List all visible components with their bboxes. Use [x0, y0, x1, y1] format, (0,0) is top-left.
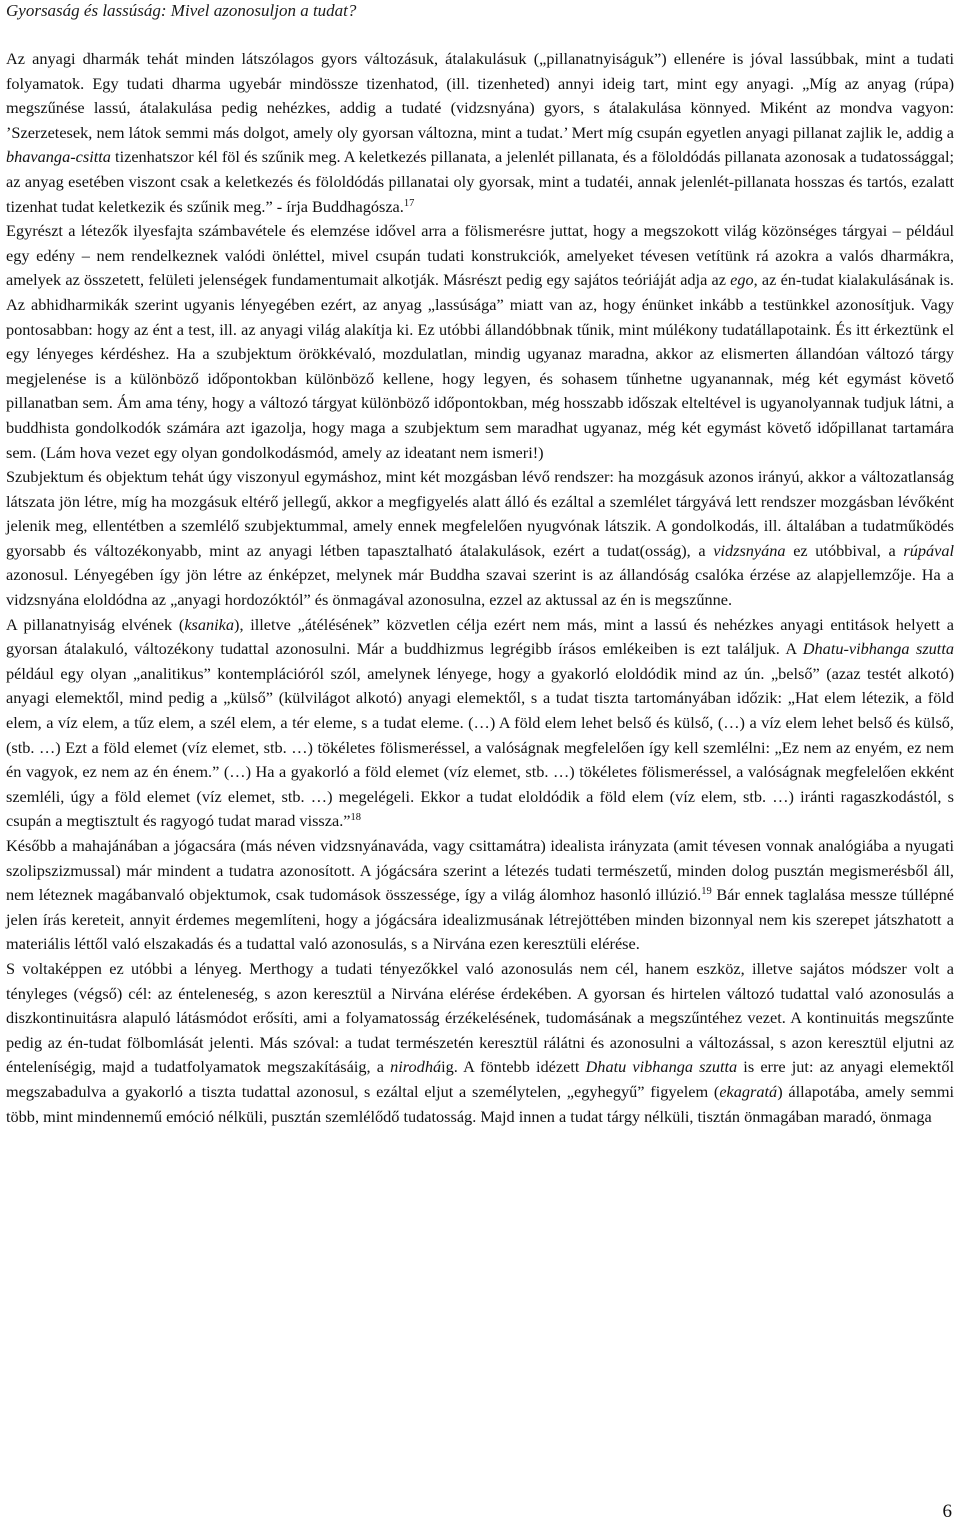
- text-segment: ig. A föntebb idézett: [441, 1057, 586, 1077]
- italic-term: vidzsnyána: [713, 540, 786, 560]
- text-segment: ) állapotába, amely semmi több, mint mindennemű emóció nélküli, pusztán szemlélődő tudatosság. Majd innen a tudat tárgy nélküli, tisztán önmagában maradó, önmaga: [6, 1081, 955, 1126]
- text-segment: Az anyagi dharmák tehát minden látszólagos gyors változásuk, átalakulásuk („pillanatnyiságuk”) ellenére is jóval lassúbbak, mint a tudati folyamatok. Egy tudati dharma ugyebár mindössze tizenhatod, (ill. tizenheted) annyi ideig tart, mint egy anyagi. „Míg az anyag (rúpa) megszűnése lassú, átalakulása pedig nehézkes, addig a tudaté (vidzsnyána) gyors, s átalakulása könnyed. Miként az mondva vagyon: ’Szerzetesek, nem látok semmi más dolgot, amely oly gyorsan változna, mint a tudat.’ Mert míg csupán egyetlen anyagi pillanat zajlik le, addig a: [6, 49, 954, 142]
- footnote-ref-18: 18: [350, 812, 362, 824]
- text-segment: például egy olyan „analitikus” kontemplációról szól, amelynek lényege, hogy a gyakorló eloldódik mind az ún. „belső” (azaz testét alkotó) anyagi elemektől, mind pedig a „külső” (külvilágot alkotó) anyagi elemektől, s a tudat tiszta tartományában időzik: „Hat elem létezik, a föld elem, a víz elem, a tűz elem, a szél elem, a tér eleme, s a tudat eleme. (…) A föld elem lehet belső és külső, (…) a víz elem lehet belső és külső, (stb. …) Ezt a föld elemet (víz elemet, stb. …) tökéletes fölismeréssel, a valóságnak megfelelően így kell szemlélni: „Ez nem az enyém, ez nem én vagyok, ez nem az én énem.” (…) Ha a gyakorló a föld elemet (víz elemet, stb. …) tökéletes fölismeréssel, a valóságnak megfelelően ekként szemléli, úgy a föld elemet (víz elemet, stb. …) megelégeli. Ekkor a tudat eloldódik a föld elem (víz elem, stb. …) iránti ragaszkodástól, s csupán a megtisztult és ragyogó tudat marad vissza.”: [6, 663, 954, 831]
- footnote-ref-19: 19: [701, 886, 712, 898]
- text-segment: ), illetve „átélésének” közvetlen célja ezért nem más, mint a lassú és nehézkes anyagi entitások helyett a gyorsan átalakuló, változékony tudattal azonosulni. Már a buddhizmus legrégibb írásos emlékeiben is ezt találjuk. A: [6, 614, 954, 659]
- text-segment: tizenhatszor kél föl és szűnik meg. A keletkezés pillanata, a jelenlét pillanata, és a föloldódás pillanata azonosak a tudatossággal; az anyag esetében viszont csak a keletkezés és föloldódás pillanatai oly gyorsak, mint a tudatéi, annak jelenlét-pillanata hosszas és tartós, ezalatt tizenhat tudat keletkezik és szűnik meg.” - írja Buddhagósza.: [6, 147, 954, 216]
- text-segment: Egyrészt a létezők ilyesfajta számbavétele és elemzése idővel arra a fölismerésre juttat, hogy a megszokott világ közönséges tárgyai – például egy edény – nem rendelkeznek valódi önléttel, mivel csupán tudati konstrukciók, amelyeket tévesen vetítünk rá azokra a valós dharmákra, amelyek az összetett, felületi jelenségek fundamentumait alkotják. Másrészt pedig egy sajátos teóriáját adja az: [6, 221, 954, 290]
- italic-term: Dhatu-vibhanga szutta: [802, 639, 954, 659]
- document-page: [6, 0, 954, 1129]
- italic-term: nirodhá: [390, 1057, 442, 1077]
- text-segment: Szubjektum és objektum tehát úgy viszonyul egymáshoz, mint két mozgásban lévő rendszer: ha mozgásuk azonos irányú, akkor a változatlanság látszata jön létre, míg ha mozgásuk eltérő jellegű, akkor a megfigyelés alatt álló és ezáltal a szemlélet tárgyává lett rendszer mozgásban lévőként jelenik meg, ellentétben a szemlélő szubjektummal, amely ennek megfelelően nyugvónak látszik. A gondolkodás, ill. általában a tudatműködés gyorsabb és változékonyabb, mint az anyagi létben tapasztalható átalakulások, ezért a tudat(osság), a: [6, 467, 954, 560]
- text-segment: Bár ennek taglalása messze túllépné jelen írás kereteit, annyit érdemes megemlíteni, hogy a jógácsára idealizmusának létrejöttében minden bizonnyal nem kis szerepet játszhatott a materiális léttől való elszakadás és a tudattal való azonosulás, s a Nirvána ezen keresztüli elérése.: [6, 885, 954, 954]
- paragraph-3: [6, 465, 954, 613]
- italic-term: bhavanga-csitta: [6, 147, 111, 167]
- paragraph-1: [6, 47, 954, 219]
- text-segment: is erre jut: az anyagi elemektől megszabadulva a gyakorló a tiszta tudattal azonosul, s ezáltal eljut a személytelen, „egyhegyű” figyelem (: [6, 1057, 954, 1101]
- text-segment: Később a mahajánában a jógacsára (más néven vidzsnyánaváda, vagy csittamátra) idealista irányzata (amit tévesen vonnak analógiába a nyugati szolipszizmussal) már mindent a tudatra azonosított. A jógácsára szerint a létezés tudati természetű, minden dolog pusztán megismerésből áll, nem léteznek magábanvaló objektumok, csak tudomások összessége, így a világ álomhoz hasonló illúzió.: [6, 836, 954, 905]
- section-title: Gyorsaság és lassúság: Mivel azonosuljon a tudat?: [6, 1, 357, 20]
- text-segment: ez utóbbival, a: [785, 540, 904, 560]
- italic-term: ksanika: [184, 614, 235, 634]
- paragraph-4: [6, 613, 954, 834]
- text-segment: A pillanatnyiság elvének (: [6, 614, 185, 634]
- italic-term: ego: [730, 270, 754, 290]
- italic-term: rúpával: [903, 540, 955, 560]
- text-segment: S voltaképpen ez utóbbi a lényeg. Merthogy a tudati tényezőkkel való azonosulás nem cél, hanem eszköz, illetve sajátos módszer volt a tényleges (végső) cél: az énteleneség, s azon keresztül a Nirvána elérése érdekében. A gyorsan és hirtelen változó tudattal való azonosulás a diszkontinuitásra alapuló látásmódot erősíti, ami a folyamatosság érzékelésének, tudomásának a megszűntéhez vezet. A kontinuitás megszűnte pedig az én-tudat fölbomlását jelenti. Más szóval: a tudat természetén keresztül rálátni és azonosulni a változással, s azon keresztül eljutni az énteleníségig, majd a tudatfolyamatok megszakításáig, a: [6, 958, 954, 1077]
- paragraph-6: [6, 957, 954, 1129]
- text-segment: azonosul. Lényegében így jön létre az énképzet, melynek már Buddha szavai szerint is az állandóság csalóka érzése az alapjellemzője. Ha a vidzsnyána eloldódna az „anyagi hordozóktól” és önmagával azonosulna, ezzel az aktussal az én is megszűnne.: [6, 565, 954, 610]
- italic-term: Dhatu vibhanga szutta: [585, 1057, 738, 1077]
- page-number: 6: [942, 1501, 952, 1522]
- italic-term: ekagratá: [719, 1081, 778, 1101]
- text-segment: , az én-tudat kialakulásának is. Az abhidharmikák szerint ugyanis lényegében ezért, az anyag „lassúsága” miatt van az, hogy énünket inkább a testünkkel azonosítjuk. Vagy pontosabban: hogy az ént a test, ill. az anyagi világ alakítja ki. Ez utóbbi állandóbbnak tűnik, mint múlékony tudatállapotaink. És itt érkeztünk el egy lényeges kérdéshez. Ha a szubjektum örökkévaló, mozdulatlan, mindig ugyanaz maradna, akkor az elismerten állandóan változó tárgy megjelenése is a különböző időpontokban különböző kellene, hogy legyen, és sohasem tűnhetne ugyanannak, még két egymást követő pillanatban sem. Ám ama tény, hogy a változó tárgyat különböző időpontokban, még hosszabb időszak elteltével is ugyanolyannak tudjuk látni, a buddhista gondolkodók számára azt igazolja, hogy maga a szubjektum sem maradhat ugyanaz, még két egymást követő időpillanat tartamára sem. (Lám hova vezet egy olyan gondolkodásmód, amely az ideatant nem ismeri!): [6, 270, 954, 462]
- paragraph-5: [6, 834, 954, 957]
- document-body: [6, 47, 954, 1129]
- paragraph-2: [6, 219, 954, 465]
- footnote-ref-17: 17: [403, 197, 415, 209]
